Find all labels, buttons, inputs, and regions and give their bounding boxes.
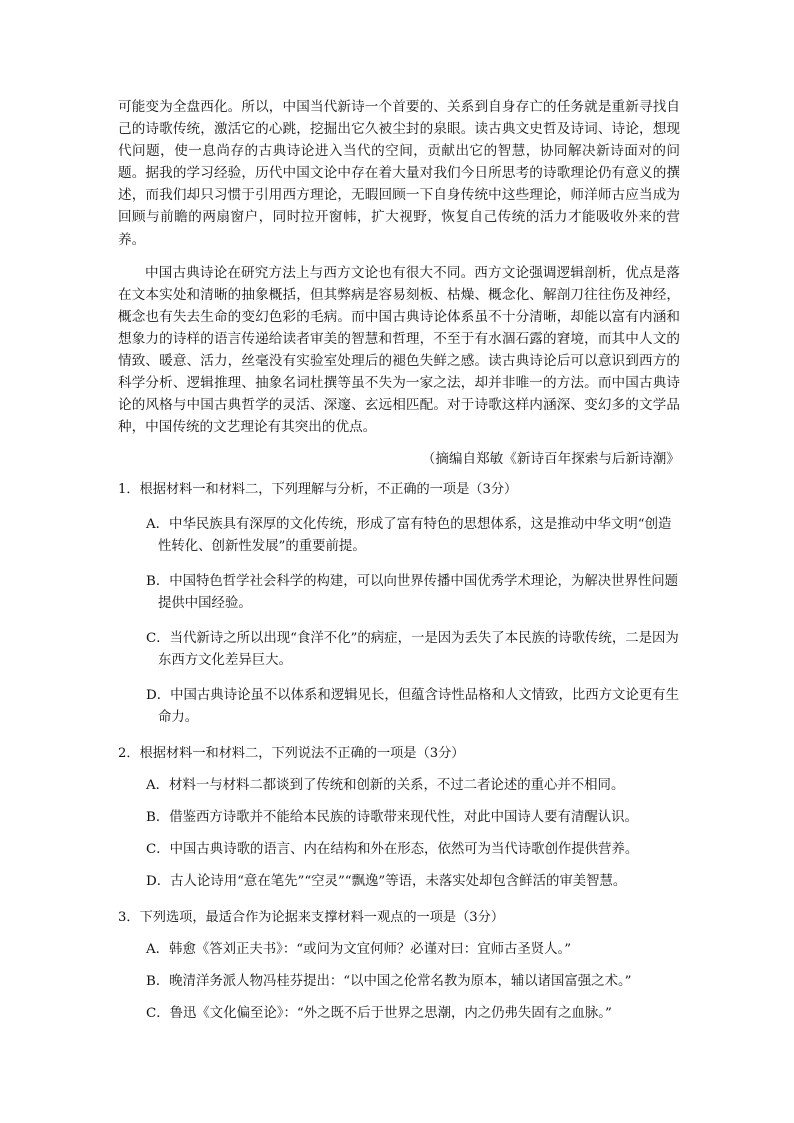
question-stem: 2．根据材料一和材料二，下列说法不正确的一项是（3分） — [118, 746, 465, 762]
question-2 — [118, 743, 680, 893]
option-list — [118, 514, 680, 729]
option-c[interactable]: C．当代新诗之所以出现“食洋不化”的病症，一是因为丢失了本民族的诗歌传统，二是因为东西方文化差异巨大。 — [146, 631, 679, 669]
option-b[interactable]: B．借鉴西方诗歌并不能给本民族的诗歌带来现代性，对此中国诗人要有清醒认识。 — [146, 810, 638, 826]
option-a[interactable]: A．韩愈《答刘正夫书》：“或问为文宜何师？必谨对曰：宜师古圣贤人。” — [146, 942, 572, 958]
option-a[interactable]: A．中华民族具有深厚的文化传统，形成了富有特色的思想体系，这是推动中华文明“创造性转化、创新性发展”的重要前提。 — [146, 517, 672, 555]
option-b[interactable]: B．晚清洋务派人物冯桂芬提出：“以中国之伦常名教为原本，辅以诸国富强之术。” — [146, 974, 632, 990]
question-stem: 1．根据材料一和材料二，下列理解与分析，不正确的一项是（3分） — [118, 482, 518, 498]
question-1 — [118, 479, 680, 729]
option-b[interactable]: B．中国特色哲学社会科学的构建，可以向世界传播中国优秀学术理论，为解决世界性问题提供中国经验。 — [146, 574, 679, 612]
option-d[interactable]: D．古人论诗用“意在笔先”“空灵”“飘逸”等语，未落实处却包含鲜活的审美智慧。 — [146, 874, 627, 890]
document-page — [118, 96, 680, 1025]
option-list — [118, 939, 680, 1025]
question-stem: 3．下列选项，最适合作为论据来支撑材料一观点的一项是（3分） — [118, 910, 505, 926]
passage-paragraph-1: 可能变为全盘西化。所以，中国当代新诗一个首要的、关系到自身存亡的任务就是重新寻找自己的诗歌传统，激活它的心跳，挖掘出它久被尘封的泉眼。读古典文史哲及诗词、诗论，想现代问题，使一息尚存的古典诗论进入当代的空间，贡献出它的智慧，协同解决新诗面对的问题。据我的学习经验，历代中国文论中存在着大量对我们今日所思考的诗歌理论仍有意义的撰述，而我们却只习惯于引用西方理论，无暇回顾一下自身传统中这些理论，师洋师古应当成为回顾与前瞻的两扇窗户，同时拉开窗帏，扩大视野，恢复自己传统的活力才能吸收外来的营养。 — [118, 99, 680, 248]
passage-paragraph-2: 中国古典诗论在研究方法上与西方文论也有很大不同。西方文论强调逻辑剖析，优点是落在文本实处和清晰的抽象概括，但其弊病是容易刻板、枯燥、概念化、解剖刀往往伤及神经，概念也有失去生命的变幻色彩的毛病。而中国古典诗论体系虽不十分清晰，却能以富有内涵和想象力的诗样的语言传递给读者审美的智慧和哲理，不至于有水涸石露的窘境，而其中人文的情致、暖意、活力，丝毫没有实验室处理后的褪色失鲜之感。读古典诗论后可以意识到西方的科学分析、逻辑推理、抽象名词杜撰等虽不失为一家之法，却并非唯一的方法。而中国古典诗论的风格与中国古典哲学的灵活、深邃、玄远相匹配。对于诗歌这样内涵深、变幻多的文学品种，中国传统的文艺理论有其突出的优点。 — [118, 264, 680, 436]
option-c[interactable]: C．鲁迅《文化偏至论》：“外之既不后于世界之思潮，内之仍弗失固有之血脉。” — [146, 1006, 612, 1022]
option-a[interactable]: A．材料一与材料二都谈到了传统和创新的关系，不过二者论述的重心并不相同。 — [146, 778, 625, 794]
option-c[interactable]: C．中国古典诗歌的语言、内在结构和外在形态，依然可为当代诗歌创作提供营养。 — [146, 842, 639, 858]
option-d[interactable]: D．中国古典诗论虽不以体系和逻辑见长，但蕴含诗性品格和人文情致，比西方文论更有生命力。 — [146, 688, 679, 726]
passage-citation: （摘编自郑敏《新诗百年探索与后新诗潮》 — [421, 451, 680, 468]
question-3 — [118, 907, 680, 1025]
option-list — [118, 775, 680, 893]
